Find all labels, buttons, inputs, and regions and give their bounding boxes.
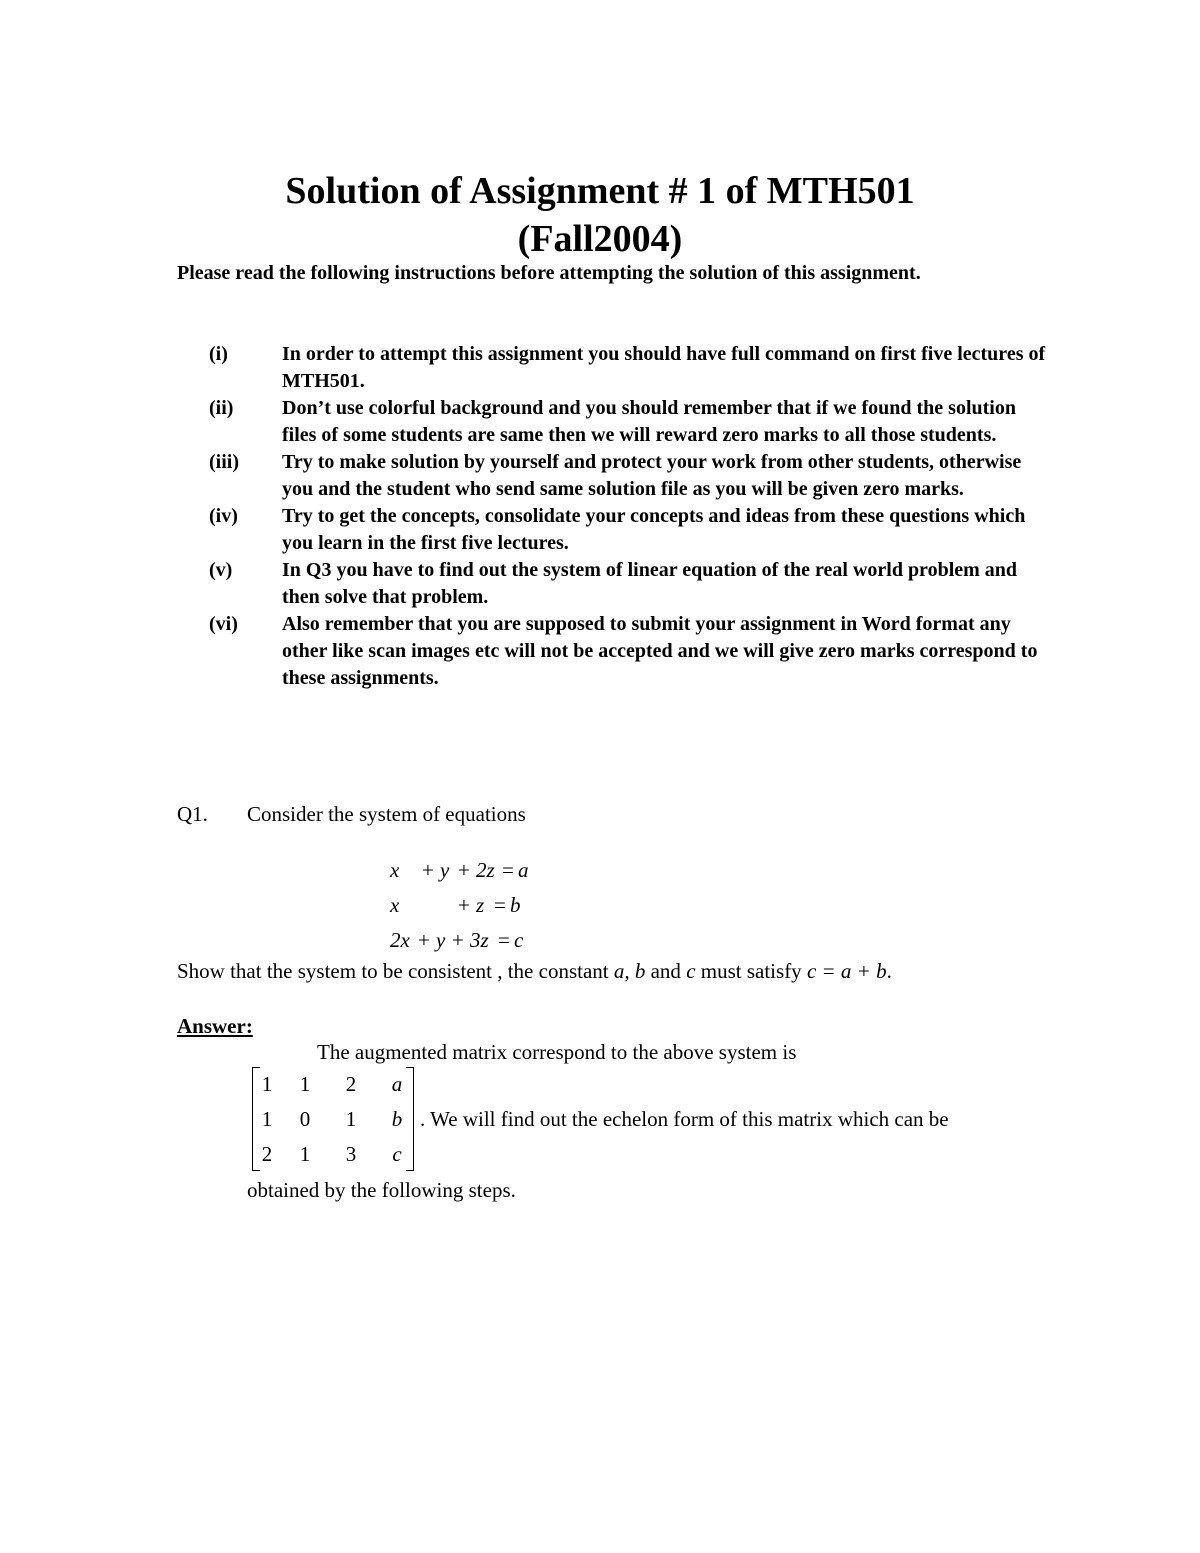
question-1	[177, 801, 526, 828]
intro-paragraph: Please read the following instructions before attempting the solution of this assignment.	[177, 262, 921, 284]
eq-term: x	[390, 893, 400, 917]
obtained-text: obtained by the following steps.	[247, 1178, 516, 1202]
echelon-text: . We will find out the echelon form of this matrix which can be	[420, 1107, 949, 1131]
matrix-cell: 1	[299, 1142, 311, 1166]
eq-term: 2x	[390, 928, 410, 952]
instruction-text: Don’t use colorful background and you should remember that if we found the solution files of some students are same then we will reward zero marks to all those students.	[282, 397, 1016, 446]
eq-equals: =	[494, 893, 506, 917]
matrix-cell: 1	[261, 1107, 273, 1131]
instruction-item	[177, 503, 1047, 557]
eq-operator: +	[458, 858, 470, 882]
eq-operator: +	[418, 928, 430, 952]
document-subtitle: (Fall2004)	[517, 218, 683, 260]
eq-operator: +	[458, 893, 470, 917]
matrix-cell: 2	[345, 1072, 357, 1096]
augmented-matrix-text: The augmented matrix correspond to the above system is	[317, 1040, 797, 1064]
answer-heading: Answer:	[177, 1014, 253, 1038]
instruction-number: (v)	[209, 559, 233, 581]
eq-term: c	[514, 928, 524, 952]
matrix-cell: 2	[261, 1142, 273, 1166]
instruction-text: In Q3 you have to find out the system of linear equation of the real world problem and then solve that problem.	[282, 559, 1018, 608]
augmented-matrix	[252, 1067, 414, 1171]
statement-condition: c = a + b	[806, 959, 887, 983]
statement-mid: must satisfy	[695, 959, 807, 983]
statement-suffix: .	[886, 959, 892, 983]
question-label: Q1.	[177, 802, 208, 826]
instruction-item	[177, 341, 1047, 395]
eq-term: x	[390, 858, 400, 882]
matrix-cell: 3	[345, 1142, 357, 1166]
document-title: Solution of Assignment # 1 of MTH501	[285, 170, 915, 212]
eq-term: 2z	[476, 858, 495, 882]
instruction-item	[177, 449, 1047, 503]
instruction-number: (i)	[209, 343, 228, 365]
instruction-text: Try to make solution by yourself and protect your work from other students, otherwise you and the student who send same solution file as you will be given zero marks.	[282, 451, 1022, 500]
matrix-cell: 1	[345, 1107, 357, 1131]
matrix-cell: 1	[261, 1072, 273, 1096]
statement-and: and	[645, 959, 687, 983]
instruction-number: (ii)	[209, 397, 234, 419]
matrix-cell: b	[391, 1107, 403, 1131]
eq-term: z	[476, 893, 485, 917]
eq-operator: +	[452, 928, 464, 952]
instructions-list	[177, 341, 1047, 692]
statement-vars: a, b	[613, 959, 646, 983]
question-prompt: Consider the system of equations	[247, 802, 526, 826]
eq-term: y	[436, 928, 446, 952]
statement-prefix: Show that the system to be consistent , the constant	[177, 959, 614, 983]
eq-equals: =	[502, 858, 514, 882]
question-statement	[177, 957, 892, 985]
eq-term: b	[510, 893, 521, 917]
eq-term: a	[518, 858, 529, 882]
instruction-item	[177, 395, 1047, 449]
instruction-number: (iv)	[209, 505, 238, 527]
instruction-item	[177, 557, 1047, 611]
matrix-cell: a	[391, 1072, 403, 1096]
statement-var-c: c	[686, 959, 696, 983]
matrix-cell: c	[392, 1142, 402, 1166]
instruction-text: In order to attempt this assignment you should have full command on first five lectures of MTH501.	[282, 343, 1046, 392]
eq-term: y	[440, 858, 450, 882]
matrix-cell: 1	[299, 1072, 311, 1096]
eq-term: 3z	[470, 928, 489, 952]
instruction-item	[177, 611, 1047, 692]
matrix-cell: 0	[299, 1107, 311, 1131]
instruction-number: (iii)	[209, 451, 239, 473]
eq-operator: +	[422, 858, 434, 882]
instruction-number: (vi)	[209, 613, 238, 635]
eq-equals: =	[498, 928, 510, 952]
instruction-text: Try to get the concepts, consolidate your concepts and ideas from these questions which you learn in the first five lectures.	[282, 505, 1026, 554]
instruction-text: Also remember that you are supposed to submit your assignment in Word format any other like scan images etc will not be accepted and we will give zero marks correspond to these assignments.	[282, 613, 1038, 689]
